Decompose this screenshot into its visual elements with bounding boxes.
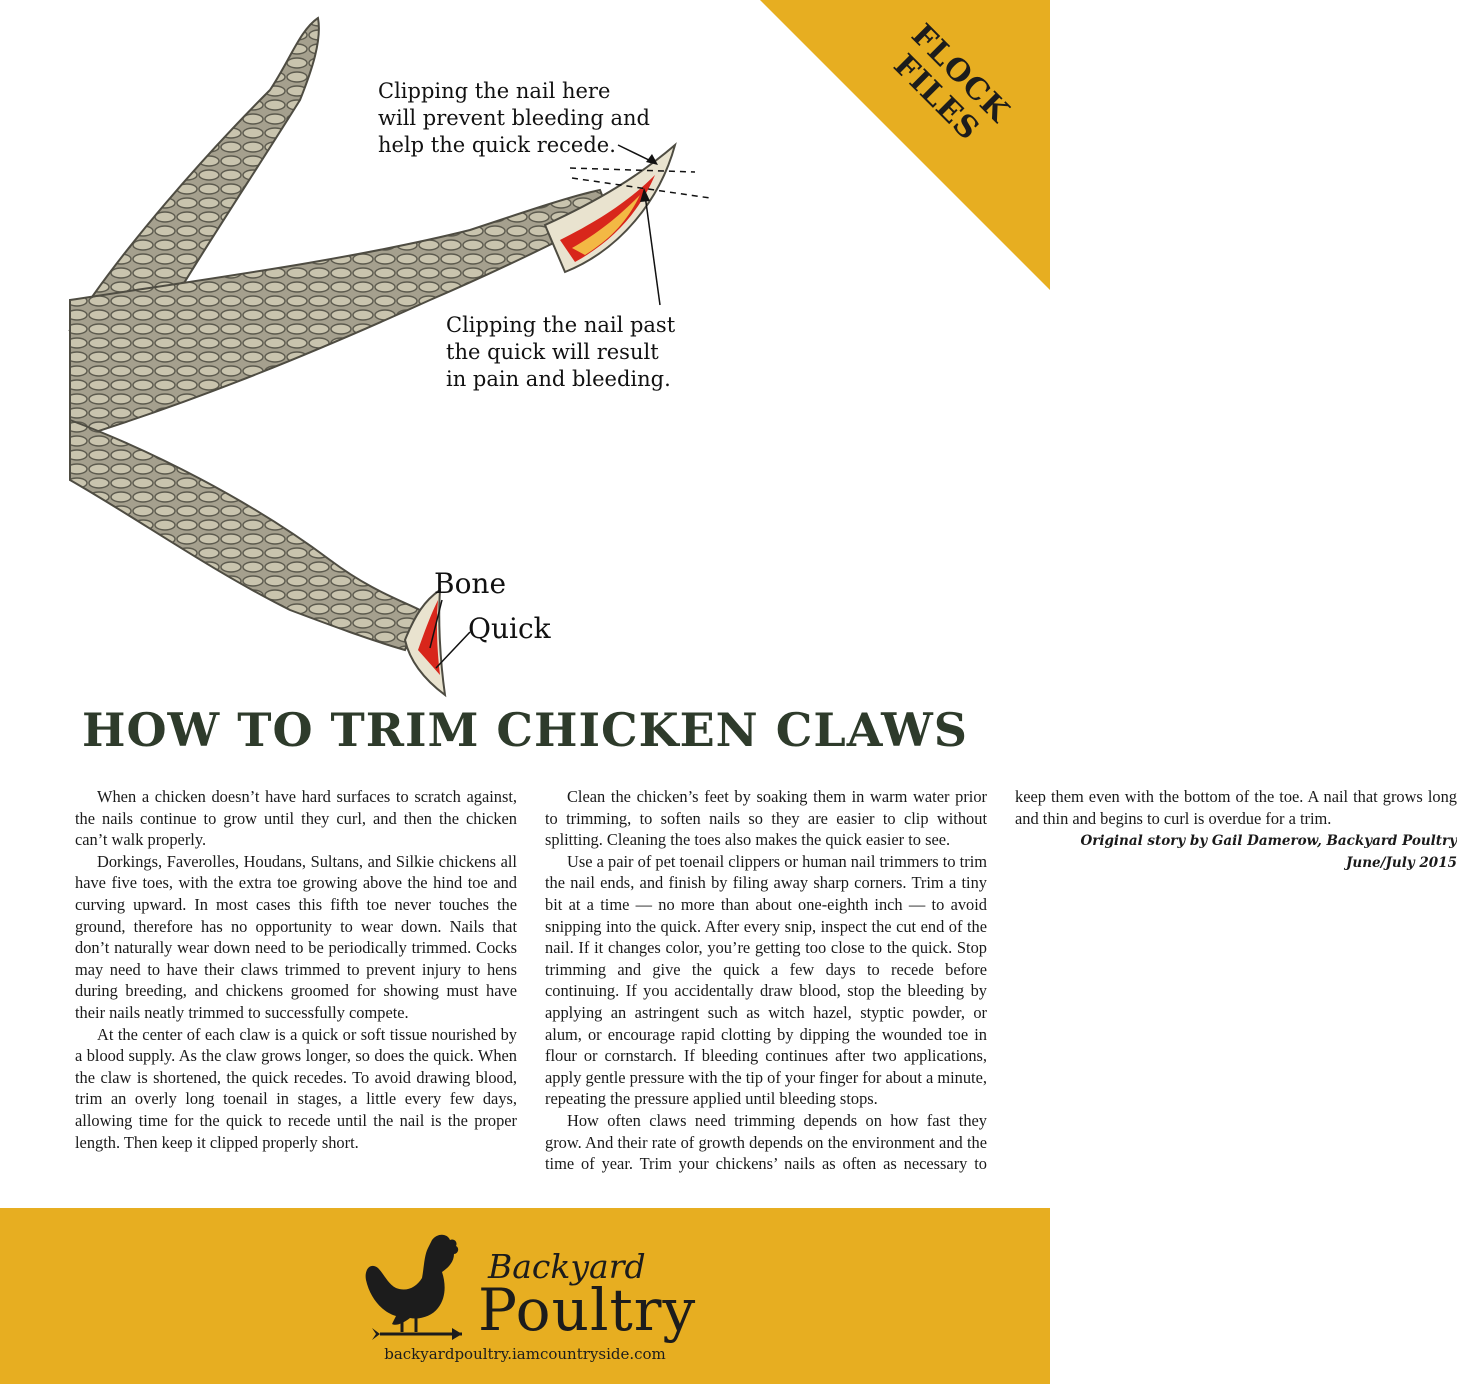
article-paragraph: When a chicken doesn’t have hard surfaces to scratch against, the nails continue to grow until they curl, and then the chicken can’t walk properly.	[75, 787, 517, 850]
article-paragraph: Clean the chicken’s feet by soaking them in warm water prior to trimming, to soften nails so they are easier to clip without splitting. Cleaning the toes also makes the quick easier to see.	[545, 787, 987, 850]
label-quick: Quick	[468, 612, 551, 645]
article-paragraph: How often claws need trimming depends on how fast they grow. And their rate of growth depends on the environment and the time of year. Trim your chickens’ nails as often as necessary to keep them even with the bottom of the toe. A nail that grows long and thin and begins to curl is overdue for a trim.	[545, 787, 1457, 1174]
brand-backyard: Backyard	[488, 1247, 646, 1286]
callout-unsafe-clip: Clipping the nail past the quick will result in pain and bleeding.	[446, 313, 676, 391]
article-paragraph: At the center of each claw is a quick or soft tissue nourished by a blood supply. As the claw grows longer, so does the quick. When the claw is shortened, the quick recedes. To avoid drawing blood, trim an overly long toenail in stages, a little every few days, allowing time for the quick to recede until the nail is the proper length. Then keep it clipped properly short.	[75, 1024, 517, 1152]
rooster-weathervane-icon	[362, 1228, 472, 1346]
flock-files-banner-text: FLOCK FILES	[886, 17, 1017, 148]
article-paragraph: Use a pair of pet toenail clippers or human nail trimmers to trim the nail ends, and finish by filing away sharp corners. Trim a tiny bit at a time — no more than about one-eighth inch — to avoid snipping into the quick. After every snip, inspect the cut end of the nail. If it changes color, you’re getting too close to the quick. Stop trimming and give the quick a few days to recede before continuing. If you accidentally draw blood, stop the bleeding by applying an astringent such as witch hazel, styptic powder, or alum, or encourage rapid clotting by dipping the wounded toe in flour or cornstarch. If bleeding continues after two applications, apply gentle pressure with the tip of your finger for about a minute, repeating the pressure applied until bleeding stops.	[545, 851, 987, 1109]
website-url[interactable]: backyardpoultry.iamcountryside.com	[384, 1345, 666, 1363]
brand-poultry: Poultry	[478, 1276, 697, 1344]
article-body	[75, 786, 1457, 1186]
safe-cut-line	[570, 168, 695, 172]
page-title: HOW TO TRIM CHICKEN CLAWS	[82, 703, 968, 757]
callout-safe-clip: Clipping the nail here will prevent bleeding and help the quick recede.	[378, 79, 650, 157]
article-byline: Original story by Gail Damerow, Backyard Poultry June/July 2015	[1080, 833, 1457, 871]
label-bone: Bone	[434, 567, 507, 600]
article-paragraph: Dorkings, Faverolles, Houdans, Sultans, and Silkie chickens all have five toes, with the extra toe growing above the hind toe and curving upward. In most cases this fifth toe never touches the ground, therefore has no opportunity to wear down. Nails that don’t naturally wear down need to be periodically trimmed. Cocks may need to have their claws trimmed to prevent injury to hens during breeding, and chickens groomed for showing must have their nails neatly trimmed to successfully compete.	[75, 851, 517, 1022]
